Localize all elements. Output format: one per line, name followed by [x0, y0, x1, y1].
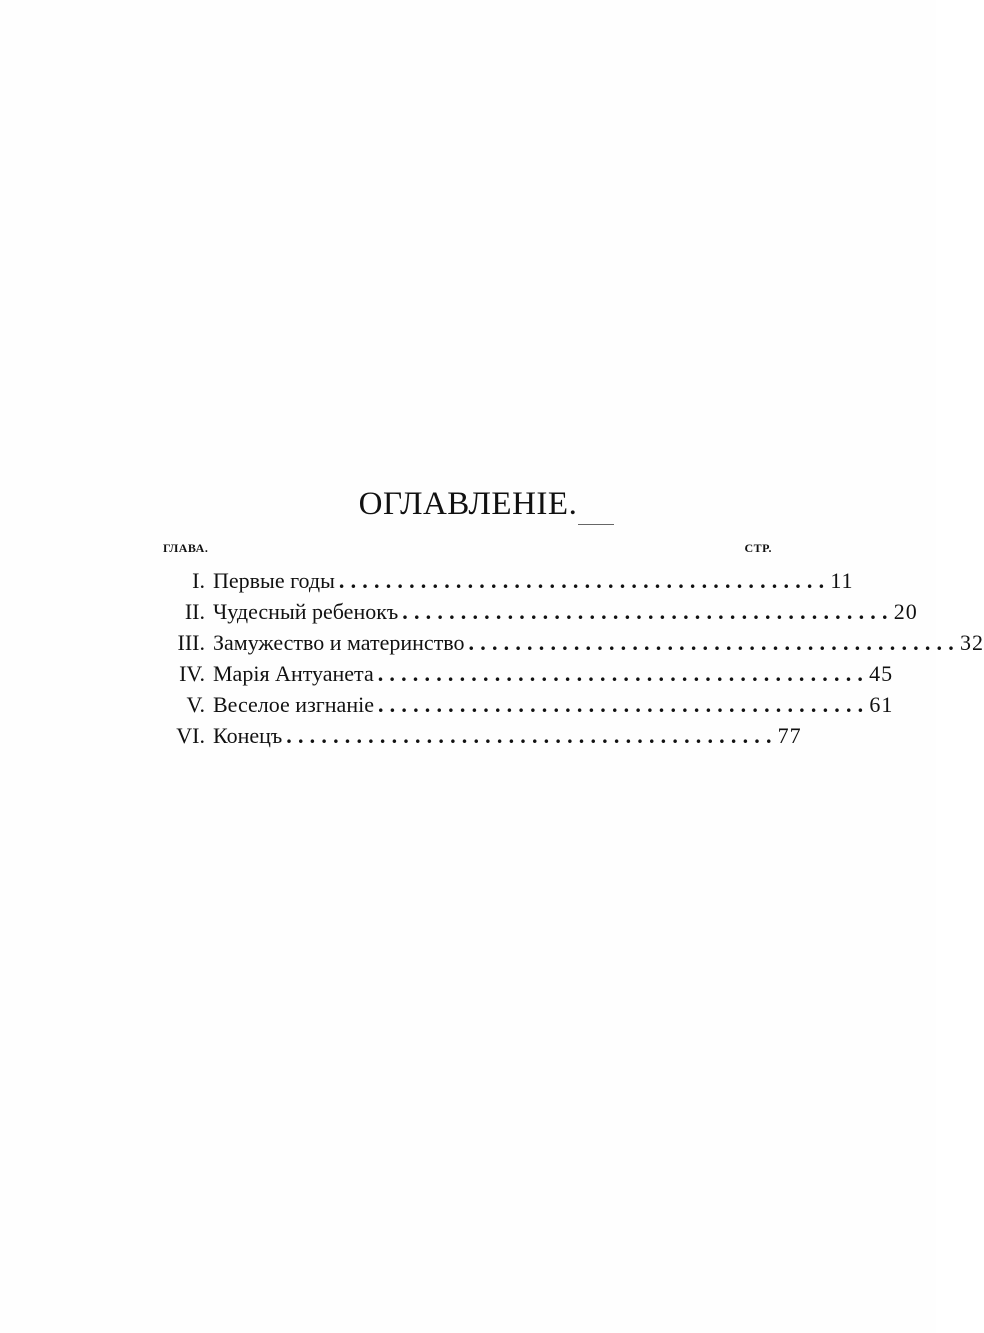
- chapter-numeral: II.: [184, 599, 205, 624]
- chapter-numeral: V.: [186, 692, 205, 717]
- chapter-column-header: ГЛАВА.: [163, 541, 209, 555]
- chapter-page-number: 20: [893, 599, 918, 624]
- dot-leader: ..........................................: [377, 692, 870, 717]
- chapter-title: Первые годы: [213, 568, 335, 593]
- title-underline-mark: [578, 524, 614, 525]
- toc-entry: [163, 720, 802, 751]
- chapter-title: Веселое изгнаніе: [213, 692, 374, 717]
- dot-leader: ..........................................: [402, 599, 894, 624]
- chapter-page-number: 32: [959, 630, 984, 655]
- toc-entry: [163, 596, 918, 627]
- dot-leader: ..........................................: [286, 723, 778, 748]
- page-column-header: СТР.: [744, 541, 772, 555]
- chapter-title: Марія Антуанета: [213, 661, 374, 686]
- chapter-page-number: 61: [869, 692, 894, 717]
- chapter-page-number: 11: [830, 568, 854, 593]
- chapter-title: Конецъ: [213, 723, 283, 748]
- table-of-contents: [163, 565, 984, 751]
- toc-entry: [163, 627, 984, 658]
- chapter-page-number: 77: [777, 723, 802, 748]
- dot-leader: ..........................................: [377, 661, 870, 686]
- dot-leader: ..........................................: [338, 568, 831, 593]
- chapter-numeral: IV.: [179, 661, 205, 686]
- chapter-title: Чудесный ребенокъ: [213, 599, 399, 624]
- dot-leader: ..........................................: [468, 630, 960, 655]
- chapter-numeral: VI.: [176, 723, 205, 748]
- toc-entry: [163, 658, 894, 689]
- toc-entry: [163, 565, 854, 596]
- chapter-page-number: 45: [869, 661, 894, 686]
- toc-entry: [163, 689, 894, 720]
- chapter-numeral: I.: [192, 568, 205, 593]
- chapter-title: Замужество и материнство: [213, 630, 465, 655]
- chapter-numeral: III.: [177, 630, 205, 655]
- page-title: ОГЛАВЛЕНІЕ.: [358, 486, 578, 522]
